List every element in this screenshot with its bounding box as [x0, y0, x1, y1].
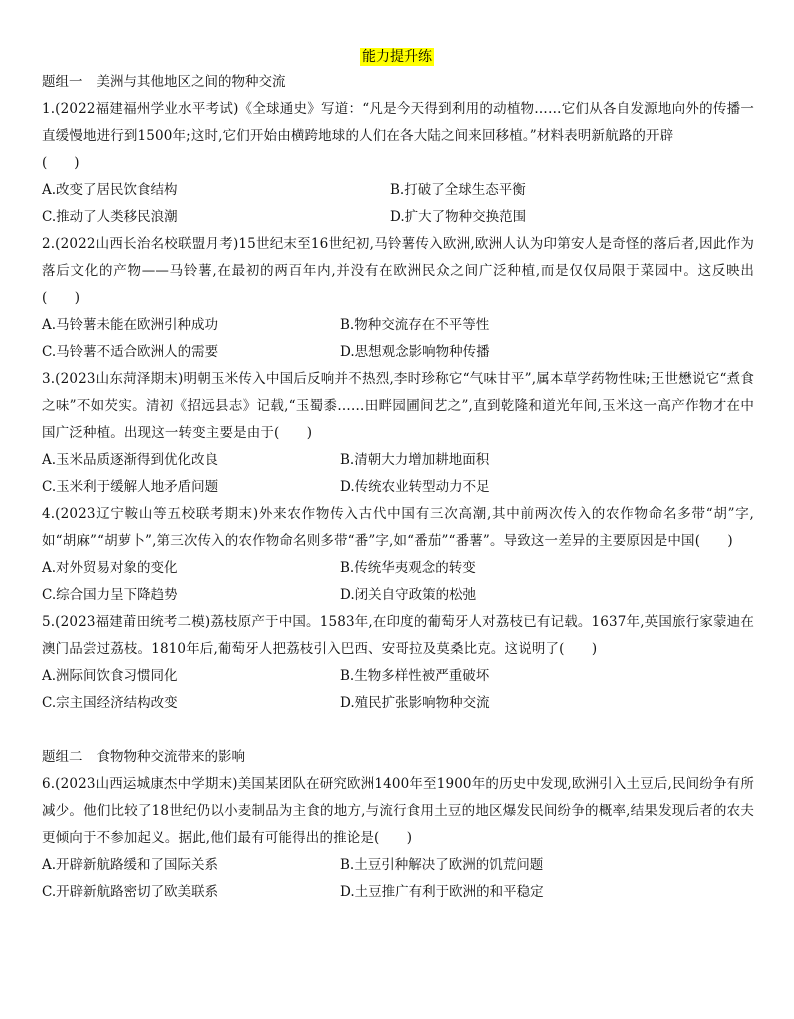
question-2 — [42, 231, 754, 366]
option-b: B.生物多样性被严重破坏 — [340, 668, 490, 684]
page-title: 能力提升练 — [362, 49, 432, 65]
answer-blank: ( ) — [42, 155, 80, 171]
option-a: A.马铃薯未能在欧洲引种成功 — [42, 317, 219, 333]
content — [42, 72, 754, 906]
options — [42, 177, 754, 231]
option-d: D.闭关自守政策的松弛 — [340, 587, 477, 603]
option-c: C.玉米利于缓解人地矛盾问题 — [42, 479, 219, 495]
option-c: C.开辟新航路密切了欧美联系 — [42, 884, 219, 900]
group-heading — [42, 747, 754, 767]
group-name: 食物物种交流带来的影响 — [96, 749, 245, 765]
options — [42, 852, 754, 906]
option-a: A.改变了居民饮食结构 — [42, 182, 178, 198]
group-heading — [42, 72, 754, 92]
options — [42, 447, 754, 501]
options — [42, 663, 754, 717]
option-b: B.传统华夷观念的转变 — [340, 560, 476, 576]
option-b: B.清朝大力增加耕地面积 — [340, 452, 490, 468]
question-5 — [42, 609, 754, 717]
question-group-1 — [42, 72, 754, 717]
question-stem: 2.(2022山西长治名校联盟月考)15世纪末至16世纪初,马铃薯传入欧洲,欧洲人认为印第安人是奇怪的落后者,因此作为落后文化的产物——马铃薯,在最初的两百年内,并没有在欧洲民众之间广泛种植,而是仅仅局限于菜园中。这反映出( ) — [42, 236, 754, 306]
group-label: 题组二 — [42, 749, 83, 765]
options — [42, 555, 754, 609]
question-4 — [42, 501, 754, 609]
option-a: A.开辟新航路缓和了国际关系 — [42, 857, 219, 873]
option-d: D.土豆推广有利于欧洲的和平稳定 — [340, 884, 544, 900]
option-a: A.对外贸易对象的变化 — [42, 560, 178, 576]
group-name: 美洲与其他地区之间的物种交流 — [96, 74, 286, 90]
option-b: B.打破了全球生态平衡 — [390, 182, 526, 198]
question-stem: 1.(2022福建福州学业水平考试)《全球通史》写道：“凡是今天得到利用的动植物……它们从各自发源地向外的传播一直缓慢地进行到1500年;这时,它们开始由横跨地球的人们在各大陆之间来回移植。”材料表明新航路的开辟 — [42, 101, 754, 144]
title-wrap — [0, 46, 794, 66]
question-6 — [42, 771, 754, 906]
option-c: C.综合国力呈下降趋势 — [42, 587, 178, 603]
option-c: C.宗主国经济结构改变 — [42, 695, 178, 711]
option-a: A.玉米品质逐渐得到优化改良 — [42, 452, 219, 468]
option-c: C.推动了人类移民浪潮 — [42, 209, 178, 225]
option-d: D.传统农业转型动力不足 — [340, 479, 490, 495]
option-b: B.土豆引种解决了欧洲的饥荒问题 — [340, 857, 544, 873]
question-group-2 — [42, 747, 754, 906]
question-stem: 5.(2023福建莆田统考二模)荔枝原产于中国。1583年,在印度的葡萄牙人对荔枝已有记载。1637年,英国旅行家蒙迪在澳门品尝过荔枝。1810年后,葡萄牙人把荔枝引入巴西、安哥拉及莫桑比克。这说明了( ) — [42, 614, 754, 657]
option-d: D.殖民扩张影响物种交流 — [340, 695, 490, 711]
question-1 — [42, 96, 754, 231]
question-stem: 4.(2023辽宁鞍山等五校联考期末)外来农作物传入古代中国有三次高潮,其中前两次传入的农作物命名多带“胡”字,如“胡麻”“胡萝卜”,第三次传入的农作物命名则多带“番”字,如“番茄”“番薯”。导致这一差异的主要原因是中国( ) — [42, 506, 754, 549]
option-d: D.思想观念影响物种传播 — [340, 344, 490, 360]
option-a: A.洲际间饮食习惯同化 — [42, 668, 178, 684]
option-c: C.马铃薯不适合欧洲人的需要 — [42, 344, 219, 360]
question-3 — [42, 366, 754, 501]
option-d: D.扩大了物种交换范围 — [390, 209, 527, 225]
question-stem: 6.(2023山西运城康杰中学期末)美国某团队在研究欧洲1400年至1900年的历史中发现,欧洲引入土豆后,民间纷争有所减少。他们比较了18世纪仍以小麦制品为主食的地方,与流行食用土豆的地区爆发民间纷争的概率,结果发现后者的农夫更倾向于不参加起义。据此,他们最有可能得出的推论是( ) — [42, 776, 754, 846]
question-stem: 3.(2023山东菏泽期末)明朝玉米传入中国后反响并不热烈,李时珍称它“气味甘平”,属本草学药物性味;王世懋说它“煮食之味”不如芡实。清初《招远县志》记载,“玉蜀黍……田畔园圃间艺之”,直到乾隆和道光年间,玉米这一高产作物才在中国广泛种植。出现这一转变主要是由于( ) — [42, 371, 754, 441]
options — [42, 312, 754, 366]
option-b: B.物种交流存在不平等性 — [340, 317, 490, 333]
group-label: 题组一 — [42, 74, 83, 90]
